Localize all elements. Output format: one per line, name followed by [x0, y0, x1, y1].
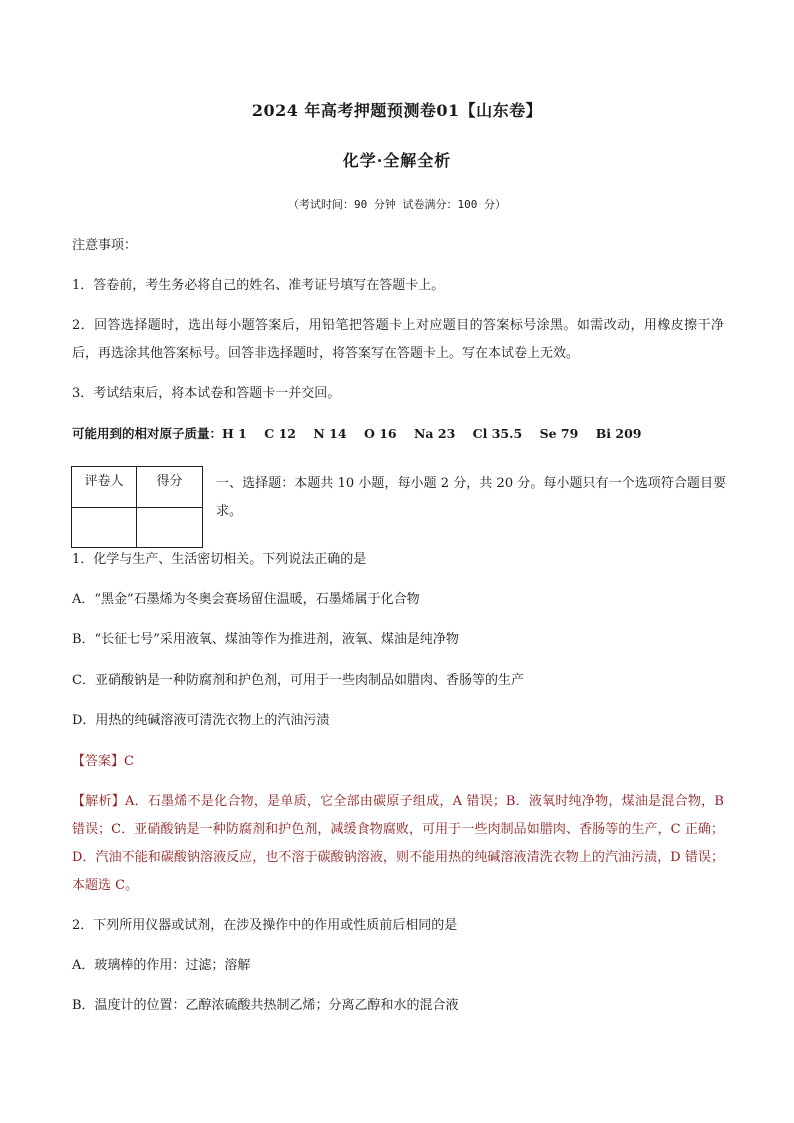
document-title: 2024 年高考押题预测卷01【山东卷】 [251, 101, 543, 120]
q1-option-d: D．用热的纯碱溶液可清洗衣物上的汽油污渍 [72, 713, 330, 728]
analysis-label: 【解析】 [72, 794, 125, 809]
q1-option-c: C．亚硝酸钠是一种防腐剂和护色剂，可用于一些肉制品如腊肉、香肠等的生产 [72, 673, 524, 688]
q1-answer [72, 754, 134, 770]
score-table [71, 466, 203, 548]
notice-item-2: 2．回答选择题时，选出每小题答案后，用铅笔把答题卡上对应题目的答案标号涂黑。如需改动，用橡皮擦干净后，再选涂其他答案标号。回答非选择题时，将答案写在答题卡上。写在本试卷上无效。 [72, 318, 724, 361]
q1-option-a: A．“黑金”石墨烯为冬奥会赛场留住温暖，石墨烯属于化合物 [72, 592, 420, 607]
q2-option-b: B．温度计的位置：乙醇浓硫酸共热制乙烯；分离乙醇和水的混合液 [72, 998, 459, 1013]
q1-option-b: B．“长征七号”采用液氧、煤油等作为推进剂，液氧、煤油是纯净物 [72, 632, 459, 647]
score-table-score-cell [137, 508, 202, 547]
q1-analysis [72, 788, 724, 900]
document-subtitle: 化学·全解全析 [342, 151, 452, 170]
notice-heading: 注意事项： [72, 238, 138, 253]
atomic-masses: 可能用到的相对原子质量：H 1 C 12 N 14 O 16 Na 23 Cl 35.5 Se 79 Bi 209 [72, 426, 642, 441]
answer-value: C [124, 754, 134, 769]
q2-option-a: A．玻璃棒的作用：过滤；溶解 [72, 958, 251, 973]
notice-item-1: 1．答卷前，考生务必将自己的姓名、准考证号填写在答题卡上。 [72, 278, 445, 293]
section-heading: 一、选择题：本题共 10 小题，每小题 2 分，共 20 分。每小题只有一个选项符合题目要求。 [216, 476, 726, 519]
notice-item-3: 3．考试结束后，将本试卷和答题卡一并交回。 [72, 386, 341, 401]
score-table-reviewer-header: 评卷人 [72, 467, 137, 508]
score-table-score-header: 得分 [137, 467, 202, 508]
answer-label: 【答案】 [72, 754, 125, 769]
analysis-text: A．石墨烯不是化合物，是单质，它全部由碳原子组成，A 错误；B．液氧时纯净物，煤油是混合物，B 错误；C．亚硝酸钠是一种防腐剂和护色剂，减缓食物腐败，可用于一些肉制品如腊肉、香肠等的生产，C 正确；D．汽油不能和碳酸钠溶液反应，也不溶于碳酸钠溶液，则不能用热的纯碱溶液清洗衣物上的汽油污渍，D 错误；本题选 C。 [72, 794, 724, 893]
q2-stem: 2．下列所用仪器或试剂，在涉及操作中的作用或性质前后相同的是 [72, 918, 458, 933]
exam-info: （考试时间：90 分钟 试卷满分：100 分） [288, 198, 506, 211]
q1-stem: 1．化学与生产、生活密切相关。下列说法正确的是 [72, 552, 367, 567]
score-table-reviewer-cell [72, 508, 137, 547]
